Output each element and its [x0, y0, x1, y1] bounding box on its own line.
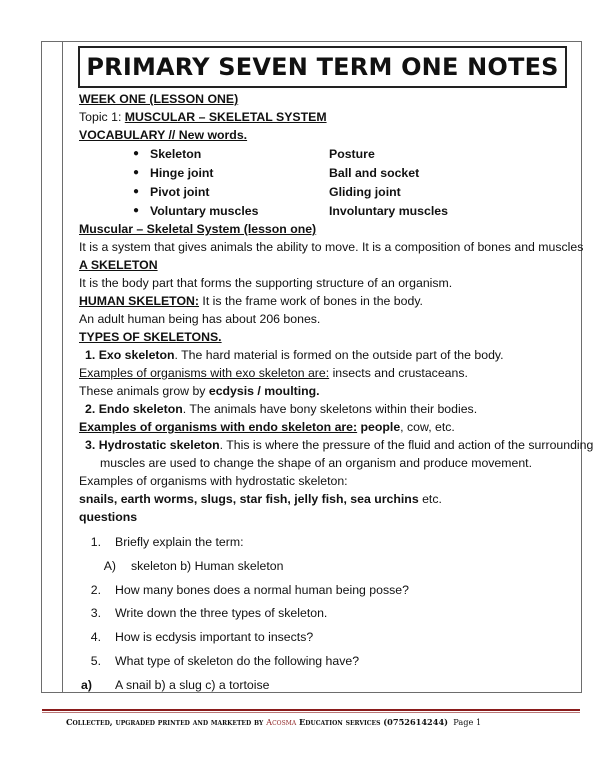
- endo-examples-line: Examples of organisms with endo skeleton are: people, cow, etc.: [79, 420, 455, 434]
- vocab-item: Ball and socket: [329, 166, 420, 180]
- bullet: ●: [133, 186, 140, 197]
- question-number: 1.: [90, 535, 101, 549]
- vocab-item: Skeleton: [150, 147, 202, 161]
- question-number: A): [103, 559, 116, 573]
- topic-line: Topic 1: MUSCULAR – SKELETAL SYSTEM: [79, 110, 327, 124]
- adult-bones-text: An adult human being has about 206 bones.: [79, 312, 321, 326]
- bullet: ●: [133, 167, 140, 178]
- vocab-item: Involuntary muscles: [329, 204, 448, 218]
- human-skeleton-heading: HUMAN SKELETON:: [79, 294, 200, 308]
- question-text: How many bones does a normal human being posse?: [115, 583, 409, 597]
- hydro-examples-line: snails, earth worms, slugs, star fish, jelly fish, sea urchins etc.: [79, 492, 442, 506]
- brand-name: Acosma: [266, 717, 297, 727]
- week-heading: WEEK ONE (LESSON ONE): [79, 92, 239, 106]
- lesson-heading: Muscular – Skeletal System (lesson one): [79, 222, 317, 236]
- exo-examples-line: Examples of organisms with exo skeleton are: insects and crustaceans.: [79, 366, 468, 380]
- question-number: 3.: [90, 606, 101, 620]
- page-footer: Collected, upgraded printed and marketed by Acosma Education services (0752614244) Page 1: [66, 717, 482, 727]
- endo-skeleton-line: 2. Endo skeleton. The animals have bony skeletons within their bodies.: [85, 402, 478, 416]
- question-text: Write down the three types of skeleton.: [115, 606, 328, 620]
- sub-question-text: A snail b) a slug c) a tortoise: [115, 678, 270, 692]
- footer-rule: [42, 709, 580, 711]
- margin-rule: [62, 41, 63, 693]
- question-text: How is ecdysis important to insects?: [115, 630, 314, 644]
- question-text: Briefly explain the term:: [115, 535, 244, 549]
- topic-name: MUSCULAR – SKELETAL SYSTEM: [124, 110, 327, 124]
- hydrostatic-definition-cont: muscles are used to change the shape of an organism and produce movement.: [100, 456, 533, 470]
- bullet: ●: [133, 205, 140, 216]
- types-heading: TYPES OF SKELETONS.: [79, 330, 222, 344]
- title-box: [78, 46, 567, 88]
- sub-question-label: a): [81, 678, 92, 692]
- question-number: 4.: [90, 630, 101, 644]
- exo-skeleton-line: 1. Exo skeleton. The hard material is formed on the outside part of the body.: [85, 348, 504, 362]
- page-title: PRIMARY SEVEN TERM ONE NOTES: [86, 53, 559, 81]
- hydrostatic-skeleton-term: Hydrostatic skeleton: [98, 438, 220, 452]
- hydrostatic-skeleton-line: 3. Hydrostatic skeleton. This is where the pressure of the fluid and action of the surrounding: [85, 438, 594, 452]
- vocab-item: Gliding joint: [329, 185, 401, 199]
- skeleton-heading: A SKELETON: [79, 258, 158, 272]
- skeleton-definition: It is the body part that forms the supporting structure of an organism.: [79, 276, 453, 290]
- page-number: Page 1: [453, 717, 482, 727]
- question-text: What type of skeleton do the following have?: [115, 654, 360, 668]
- footer-rule-thin: [42, 712, 580, 713]
- vocab-item: Voluntary muscles: [150, 204, 259, 218]
- vocab-item: Pivot joint: [150, 185, 210, 199]
- growth-line: These animals grow by ecdysis / moulting.: [79, 384, 320, 398]
- bullet: ●: [133, 148, 140, 159]
- questions-heading: questions: [79, 510, 138, 524]
- exo-skeleton-term: Exo skeleton: [98, 348, 175, 362]
- hydro-examples-label: Examples of organisms with hydrostatic skeleton:: [79, 474, 348, 488]
- intro-text: It is a system that gives animals the ability to move. It is a composition of bones and muscles: [79, 240, 584, 254]
- human-skeleton-line: HUMAN SKELETON: It is the frame work of bones in the body.: [79, 294, 423, 308]
- endo-skeleton-term: Endo skeleton: [98, 402, 183, 416]
- question-text: skeleton b) Human skeleton: [131, 559, 284, 573]
- vocab-item: Hinge joint: [150, 166, 214, 180]
- vocab-item: Posture: [329, 147, 375, 161]
- question-number: 2.: [90, 583, 101, 597]
- question-number: 5.: [90, 654, 101, 668]
- vocab-heading: VOCABULARY // New words.: [79, 128, 248, 142]
